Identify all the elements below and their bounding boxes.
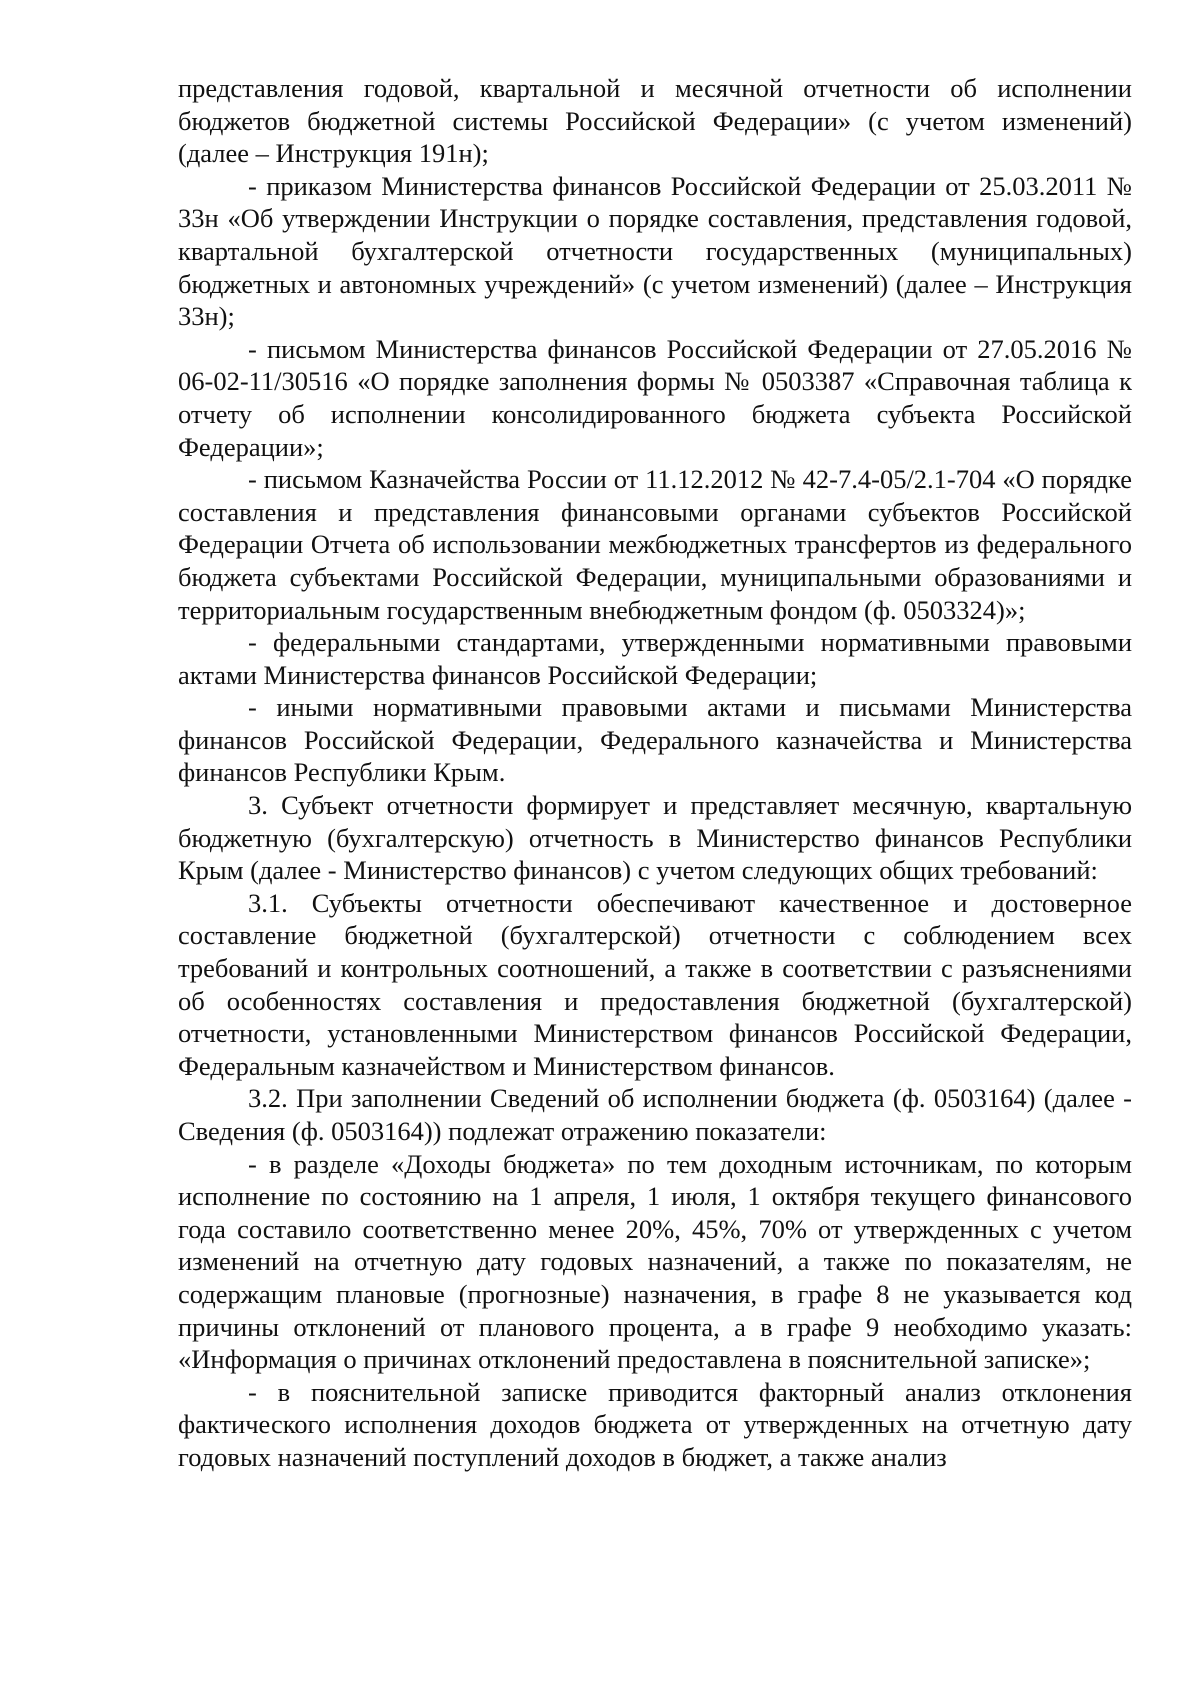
paragraph-explanatory-note: - в пояснительной записке приводится факторный анализ отклонения фактического исполнения доходов бюджета от утвержденных на отчетную дату годовых назначений поступлений доходов в бюджет, а также анализ <box>178 1376 1132 1472</box>
paragraph-section-3-1: 3.1. Субъекты отчетности обеспечивают качественное и достоверное составление бюджетной (бухгалтерской) отчетности с соблюдением всех требований и контрольных соотношений, а также в соответствии с разъяснениями об особенностях составления и предоставления бюджетной (бухгалтерской) отчетности, установленными Министерством финансов Российской Федерации, Федеральным казначейством и Министерством финансов. <box>178 887 1132 1081</box>
document-page <box>178 72 1132 1474</box>
paragraph-order-33n: - приказом Министерства финансов Российской Федерации от 25.03.2011 № 33н «Об утверждении Инструкции о порядке составления, представления годовой, квартальной бухгалтерской отчетности государственных (муниципальных) бюджетных и автономных учреждений» (с учетом изменений) (далее – Инструкция 33н); <box>178 170 1132 332</box>
paragraph-budget-revenue-section: - в разделе «Доходы бюджета» по тем доходным источникам, по которым исполнение по состоянию на 1 апреля, 1 июля, 1 октября текущего финансового года составило соответственно менее 20%, 45%, 70% от утвержденных с учетом изменений на отчетную дату годовых назначений, а также по показателям, не содержащим плановые (прогнозные) назначения, в графе 8 не указывается код причины отклонений от планового процента, а в графе 9 необходимо указать: «Информация о причинах отклонений предоставлена в пояснительной записке»; <box>178 1148 1132 1375</box>
paragraph-letter-treasury-0503324: - письмом Казначейства России от 11.12.2012 № 42-7.4-05/2.1-704 «О порядке составления и представления финансовыми органами субъектов Российской Федерации Отчета об использовании межбюджетных трансфертов из федерального бюджета субъектами Российской Федерации, муниципальными образованиями и территориальным государственным внебюджетным фондом (ф. 0503324)»; <box>178 464 1132 625</box>
paragraph-section-3: 3. Субъект отчетности формирует и представляет месячную, квартальную бюджетную (бухгалтерскую) отчетность в Министерство финансов Республики Крым (далее - Министерство финансов) с учетом следующих общих требований: <box>178 790 1132 886</box>
paragraph-instruction-191n-continuation: представления годовой, квартальной и месячной отчетности об исполнении бюджетов бюджетной системы Российской Федерации» (с учетом изменений) (далее – Инструкция 191н); <box>178 73 1132 169</box>
paragraph-letter-minfin-0503387: - письмом Министерства финансов Российской Федерации от 27.05.2016 № 06-02-11/30516 «О порядке заполнения формы № 0503387 «Справочная таблица к отчету об исполнении консолидированного бюджета субъекта Российской Федерации»; <box>178 333 1132 462</box>
paragraph-federal-standards: - федеральными стандартами, утвержденными нормативными правовыми актами Министерства финансов Российской Федерации; <box>178 627 1132 690</box>
paragraph-other-regulations: - иными нормативными правовыми актами и письмами Министерства финансов Российской Федерации, Федерального казначейства и Министерства финансов Республики Крым. <box>178 692 1132 788</box>
paragraph-section-3-2: 3.2. При заполнении Сведений об исполнении бюджета (ф. 0503164) (далее - Сведения (ф. 0503164)) подлежат отражению показатели: <box>178 1083 1132 1146</box>
